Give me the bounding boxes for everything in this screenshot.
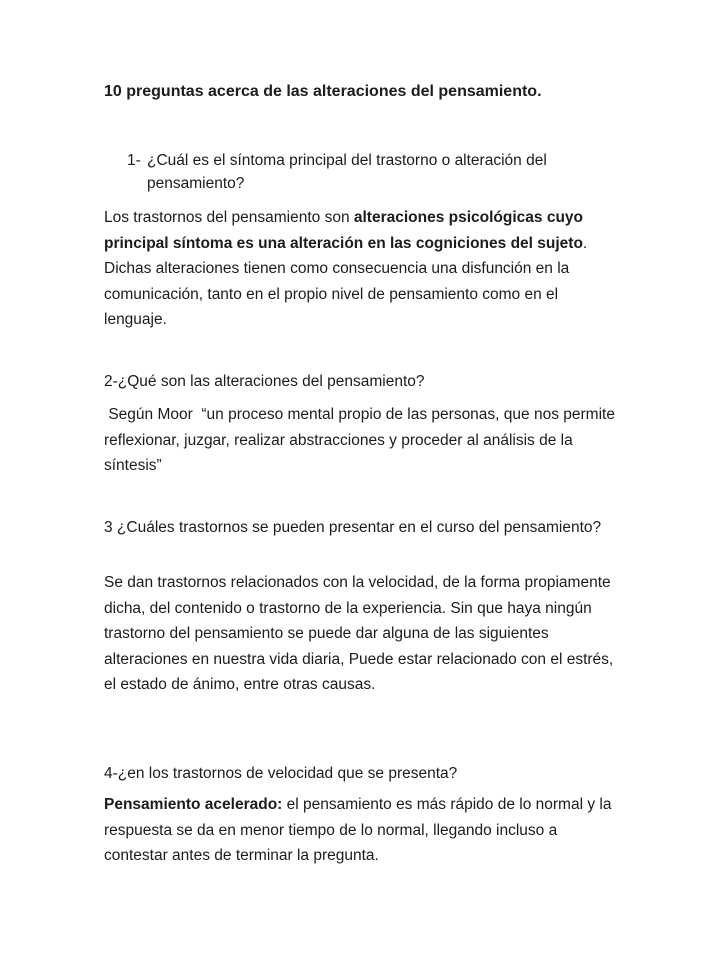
answer-4-rest: el pensamiento es más rápido de lo normal y la respuesta se da en menor tiempo de lo normal, llegando incluso a contestar antes de terminar la pregunta. bbox=[104, 796, 612, 865]
answer-2: Según Moor “un proceso mental propio de las personas, que nos permite reflexionar, juzgar, realizar abstracciones y proceder al análisis de la síntesis” bbox=[104, 406, 620, 475]
question-1-number: 1- bbox=[127, 152, 141, 169]
answer-1-rest: . Dichas alteraciones tienen como consecuencia una disfunción en la comunicación, tanto en el propio nivel de pensamiento como en el lenguaje. bbox=[104, 234, 588, 329]
answer-4 bbox=[104, 792, 624, 869]
answer-1-bold: alteraciones psicológicas cuyo principal síntoma es una alteración en las cogniciones del sujeto bbox=[104, 209, 584, 252]
document-title: 10 preguntas acerca de las alteraciones del pensamiento. bbox=[104, 83, 542, 100]
question-2: 2-¿Qué son las alteraciones del pensamiento? bbox=[104, 373, 425, 390]
answer-4-bold: Pensamiento acelerado: bbox=[104, 796, 283, 813]
question-4: 4-¿en los trastornos de velocidad que se presenta? bbox=[104, 765, 458, 782]
question-3: 3 ¿Cuáles trastornos se pueden presentar en el curso del pensamiento? bbox=[104, 519, 602, 536]
question-1 bbox=[127, 149, 627, 195]
question-1-text: ¿Cuál es el síntoma principal del trastorno o alteración del pensamiento? bbox=[147, 152, 547, 192]
answer-1 bbox=[104, 205, 624, 333]
answer-1-intro: Los trastornos del pensamiento son bbox=[104, 209, 354, 226]
answer-3: Se dan trastornos relacionados con la velocidad, de la forma propiamente dicha, del contenido o trastorno de la experiencia. Sin que haya ningún trastorno del pensamiento se puede dar alguna de las siguientes alteraciones en nuestra vida diaria, Puede estar relacionado con el estrés, el estado de ánimo, entre otras causas. bbox=[104, 574, 614, 694]
